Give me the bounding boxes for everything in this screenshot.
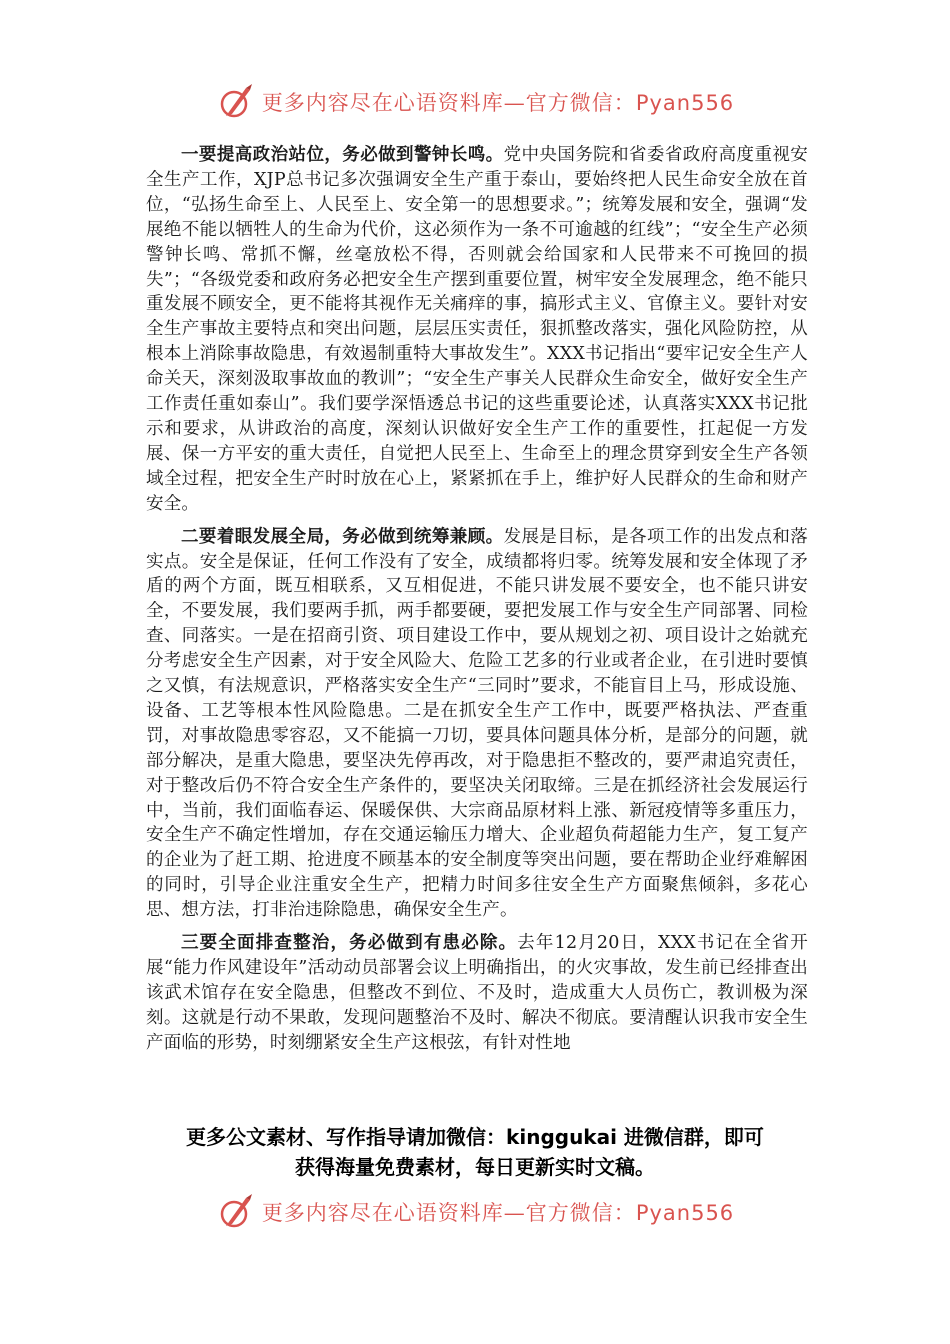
document-body [146, 143, 808, 1064]
banner-text: 更多内容尽在心语资料库—官方微信：Pyan556 [261, 1201, 735, 1225]
paragraph-3 [146, 931, 808, 1056]
promo-notice [120, 1122, 830, 1182]
paragraph-1 [146, 143, 808, 517]
paragraph-2 [146, 525, 808, 924]
quill-pen-logo-icon [216, 82, 256, 122]
footer-banner [0, 1190, 950, 1234]
wechat-id: Pyan556 [635, 91, 735, 115]
paragraph-text: 党中央国务院和省委省政府高度重视安全生产工作，XJP总书记多次强调安全生产重于泰山，要始终把人民生命安全放在首位，“弘扬生命至上、人民至上、安全第一的思想要求。”；统筹发展和安全，强调“发展绝不能以牺牲人的生命为代价，这必须作为一条不可逾越的红线”；“安全生产必须警钟长鸣、常抓不懈，丝毫放松不得，否则就会给国家和人民带来不可挽回的损失”；“各级党委和政府务必把安全生产摆到重要位置，树牢安全发展理念，绝不能只重发展不顾安全，更不能将其视作无关痛痒的事，搞形式主义、官僚主义。要针对安全生产事故主要特点和突出问题，层层压实责任，狠抓整改落实，强化风险防控，从根本上消除事故隐患，有效遏制重特大事故发生”。XXX书记指出“要牢记安全生产人命关天，深刻汲取事故血的教训”；“安全生产事关人民群众生命安全，做好安全生产工作责任重如泰山”。我们要学深悟透总书记的这些重要论述，认真落实XXX书记批示和要求，从讲政治的高度，深刻认识做好安全生产工作的重要性，扛起促一方发展、保一方平安的重大责任，自觉把人民至上、生命至上的理念贯穿到安全生产各领域全过程，把安全生产时时放在心上，紧紧抓在手上，维护好人民群众的生命和财产安全。 [146, 145, 808, 514]
paragraph-lead: 二要着眼发展全局，务必做到统筹兼顾。 [181, 526, 504, 547]
paragraph-text: 去年12月20日，XXX书记在全省开展“能力作风建设年”活动动员部署会议上明确指出，的火灾事故，发生前已经排查出该武术馆存在安全隐患，但整改不到位、不及时，造成重大人员伤亡，教训极为深刻。这就是行动不果敢，发现问题整治不及时、解决不彻底。要清醒认识我市安全生产面临的形势，时刻绷紧安全生产这根弦，有针对性地 [146, 933, 808, 1053]
header-banner [0, 80, 950, 124]
promo-line-2: 获得海量免费素材，每日更新实时文稿。 [295, 1155, 655, 1179]
promo-line-1: 更多公文素材、写作指导请加微信：kinggukai 进微信群，即可 [186, 1125, 764, 1149]
wechat-id: Pyan556 [635, 1201, 735, 1225]
quill-pen-logo-icon [216, 1192, 256, 1232]
paragraph-lead: 一要提高政治站位，务必做到警钟长鸣。 [181, 145, 504, 165]
paragraph-lead: 三要全面排查整治，务必做到有患必除。 [181, 933, 518, 954]
paragraph-text: 发展是目标，是各项工作的出发点和落实点。安全是保证，任何工作没有了安全，成绩都将归零。统筹发展和安全体现了矛盾的两个方面，既互相联系，又互相促进，不能只讲发展不要安全，也不能只讲安全，不要发展，我们要两手抓，两手都要硬，要把发展工作与安全生产同部署、同检查、同落实。一是在招商引资、项目建设工作中，要从规划之初、项目设计之始就充分考虑安全生产因素，对于安全风险大、危险工艺多的行业或者企业，在引进时要慎之又慎，有法规意识，严格落实安全生产“三同时”要求，不能盲目上马，形成设施、设备、工艺等根本性风险隐患。二是在抓安全生产工作中，既要严格执法、严查重罚，对事故隐患零容忍，又不能搞一刀切，要具体问题具体分析，是部分的问题，就部分解决，是重大隐患，要坚决先停再改，对于隐患拒不整改的，要严肃追究责任，对于整改后仍不符合安全生产条件的，要坚决关闭取缔。三是在抓经济社会发展运行中，当前，我们面临春运、保暖保供、大宗商品原材料上涨、新冠疫情等多重压力，安全生产不确定性增加，存在交通运输压力增大、企业超负荷超能力生产，复工复产的企业为了赶工期、抢进度不顾基本的安全制度等突出问题，要在帮助企业纾难解困的同时，引导企业注重安全生产，把精力时间多往安全生产方面聚焦倾斜，多花心思、想方法，打非治违除隐患，确保安全生产。 [146, 526, 808, 921]
banner-text: 更多内容尽在心语资料库—官方微信：Pyan556 [261, 91, 735, 115]
